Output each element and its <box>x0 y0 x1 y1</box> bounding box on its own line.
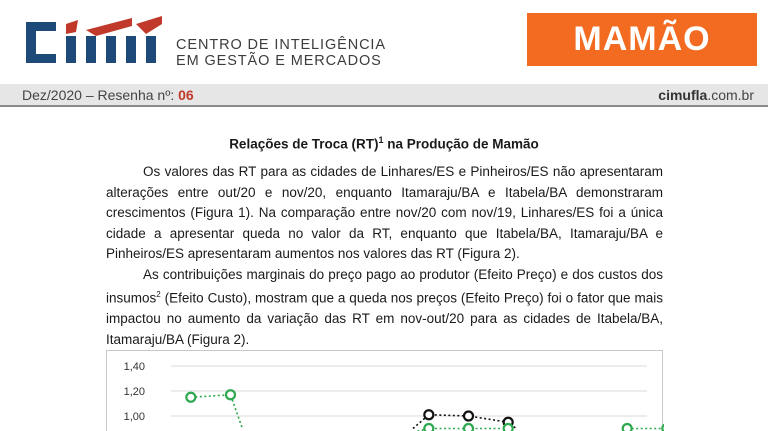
y-tick-label: 1,00 <box>123 411 145 423</box>
footnote-ref-1: 1 <box>378 135 384 145</box>
data-point <box>662 424 664 431</box>
site-brand: cimufla <box>658 87 708 103</box>
ciim-logo <box>22 14 168 70</box>
data-point <box>424 410 433 419</box>
series-line <box>191 395 243 429</box>
issue-bar <box>0 84 768 107</box>
footnote-ref-2: 2 <box>156 290 161 299</box>
data-point <box>464 412 473 421</box>
site-suffix: .com.br <box>707 87 754 103</box>
site-link[interactable] <box>658 87 754 103</box>
data-point <box>226 390 235 399</box>
data-point <box>464 424 473 431</box>
data-point <box>424 424 433 431</box>
article-body <box>106 162 663 350</box>
org-name <box>176 37 386 69</box>
article-title: Relações de Troca (RT)$^1$ na Produção de Mamão <box>229 135 539 152</box>
y-tick-label: 1,40 <box>123 361 145 373</box>
org-name-line1: CENTRO DE INTELIGÊNCIA <box>176 37 386 53</box>
y-tick-label: 1,20 <box>123 386 145 398</box>
issue-date-label: Dez/2020 – Resenha nº: <box>22 87 179 103</box>
header <box>0 0 768 84</box>
org-name-line2: EM GESTÃO E MERCADOS <box>176 53 382 69</box>
figure-chart <box>106 350 663 431</box>
rt-line-chart <box>107 351 664 431</box>
paragraph-2: As contribuições marginais do preço pago ao produtor (Efeito Preço) e dos custos dos insumos$^2$ (Efeito Custo), mostram que a queda nos preços (Efeito Preço) foi o fator que mais impactou no aumento da variação das RT em nov-out/20 para as cidades de Itabela/BA, Itamaraju/BA (Figura 2). <box>106 266 663 347</box>
data-point <box>504 424 513 431</box>
paragraph-1: Os valores das RT para as cidades de Linhares/ES e Pinheiros/ES não apresentaram alterações entre out/20 e nov/20, enquanto Itamaraju/BA e Itabela/BA demonstraram crescimentos (Figura 1). Na comparação entre nov/20 com nov/19, Linhares/ES foi a única cidade a apresentar queda no valor da RT, enquanto que Itabela/BA, Itamaraju/BA e Pinheiros/ES apresentaram aumentos nos valores das RT (Figura 2). <box>106 164 663 261</box>
issue-number: 06 <box>178 87 194 103</box>
product-badge: MAMÃO <box>527 13 757 66</box>
data-point <box>623 424 632 431</box>
data-point <box>186 393 195 402</box>
issue-date <box>22 87 194 103</box>
